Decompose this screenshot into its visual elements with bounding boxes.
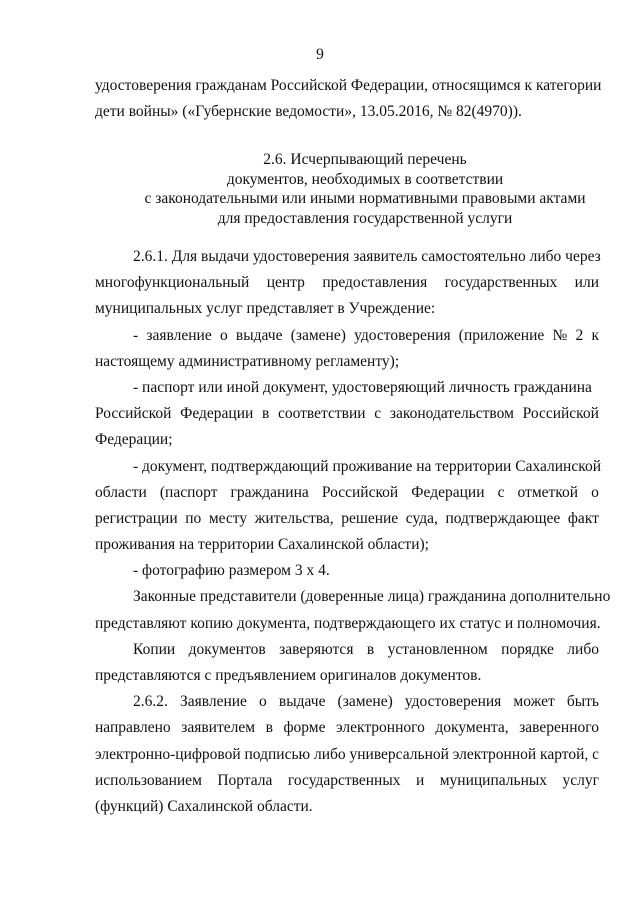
word: (замене) xyxy=(337,693,393,711)
word: с xyxy=(497,483,505,501)
para-2-6-2-line xyxy=(95,715,599,741)
word: универсальной xyxy=(349,745,449,763)
word: центр xyxy=(266,274,305,292)
word: государственных xyxy=(287,771,401,789)
word: удостоверения xyxy=(354,326,451,344)
word: № xyxy=(552,326,568,344)
list-item-residence-cont xyxy=(95,506,599,532)
word: Федерации xyxy=(411,483,485,501)
word: многофункциональный xyxy=(95,274,250,292)
word: жительства, xyxy=(254,509,334,527)
heading-line-4: для предоставления государственной услуги xyxy=(217,209,513,227)
section-heading xyxy=(130,150,600,228)
word: в xyxy=(265,719,273,737)
word: законодательством xyxy=(389,405,514,423)
word: 2 xyxy=(575,326,584,344)
word: может xyxy=(513,693,555,711)
word: гражданина xyxy=(230,483,309,501)
word: документов xyxy=(188,640,266,658)
word: Копии xyxy=(133,640,176,658)
word: документа, xyxy=(435,719,509,737)
list-item-photo: - фотографию размером 3 х 4. xyxy=(133,562,330,580)
word: заверяются xyxy=(279,640,354,658)
word: с xyxy=(374,405,382,423)
word: 2.6.2. xyxy=(133,693,168,711)
intro-paragraph xyxy=(95,73,602,125)
word: решение xyxy=(341,509,399,527)
word: факт xyxy=(567,509,599,527)
word: Портала xyxy=(217,771,273,789)
word: Заявление xyxy=(179,693,247,711)
list-item-residence-cont: проживания на территории Сахалинской области); xyxy=(95,536,429,554)
word: удостоверения xyxy=(404,693,502,711)
section-body xyxy=(95,244,611,820)
list-item-residence-cont xyxy=(95,480,599,506)
word: электронного xyxy=(336,719,425,737)
word: либо xyxy=(567,640,599,658)
word: (приложение xyxy=(458,326,545,344)
list-item-application-cont: настоящему административному регламенту); xyxy=(95,352,400,370)
word: в xyxy=(366,640,375,658)
word: к xyxy=(591,326,599,344)
para-representatives-cont: представляют копию документа, подтверждающего их статус и полномочия. xyxy=(95,614,601,632)
word: о xyxy=(219,326,228,344)
word: направлено xyxy=(95,719,171,737)
word: использованием xyxy=(95,771,202,789)
list-item-passport-cont xyxy=(95,401,599,427)
word: о xyxy=(591,483,599,501)
para-copies-cont: представляются с предъявлением оригиналов документов. xyxy=(95,667,482,684)
word: государственных xyxy=(444,274,558,292)
word: муниципальных xyxy=(439,771,548,789)
word: месту xyxy=(208,509,248,527)
word: суда, xyxy=(405,509,438,527)
word: Российской xyxy=(95,405,172,423)
word: Российской xyxy=(522,405,599,423)
word: картой, xyxy=(540,745,589,763)
heading-line-3: с законодательными или иными нормативными правовыми актами xyxy=(144,190,586,207)
word: выдаче xyxy=(235,326,283,344)
para-representatives: Законные представители (доверенные лица) гражданина дополнительно xyxy=(133,588,611,606)
word: услуг xyxy=(562,771,599,789)
para-2-6-1-line xyxy=(95,270,599,296)
word: установленном xyxy=(387,640,488,658)
word: электронной xyxy=(452,745,537,763)
word: быть xyxy=(566,693,599,711)
word: отметкой xyxy=(517,483,579,501)
word: области xyxy=(95,483,147,501)
para-2-6-2-line xyxy=(95,742,599,768)
list-item-passport-cont: Федерации; xyxy=(95,431,173,449)
word: (паспорт xyxy=(159,483,218,501)
list-item-application xyxy=(95,323,599,349)
para-2-6-1-line: муниципальных услуг представляет в Учреждение: xyxy=(95,300,436,318)
word: заявителем xyxy=(181,719,256,737)
word: по xyxy=(185,509,202,527)
word: форме xyxy=(283,719,326,737)
para-copies xyxy=(95,637,599,663)
word: подписью xyxy=(244,745,311,763)
heading-line-2: документов, необходимых в соответствии xyxy=(226,170,504,188)
page-number: 9 xyxy=(316,46,324,63)
word: выдаче xyxy=(278,693,326,711)
word: Российской xyxy=(321,483,399,501)
heading-line-1: 2.6. Исчерпывающий перечень xyxy=(263,151,467,168)
word: с xyxy=(592,745,599,763)
word: заверенного xyxy=(519,719,599,737)
word: о xyxy=(259,693,267,711)
word: - xyxy=(133,326,139,344)
para-2-6-1-line: 2.6.1. Для выдачи удостоверения заявитель самостоятельно либо через xyxy=(133,248,601,265)
word: предоставления xyxy=(322,274,428,292)
intro-line-1: удостоверения гражданам Российской Федерации, относящимся к категории xyxy=(95,77,602,94)
word: соответствии xyxy=(277,405,366,423)
word: электронно-цифровой xyxy=(95,745,241,763)
intro-line-2: дети войны» («Губернские ведомости», 13.05.2016, № 82(4970)). xyxy=(95,103,522,121)
word: (замене) xyxy=(290,326,346,344)
list-item-passport: - паспорт или иной документ, удостоверяющий личность гражданина xyxy=(133,378,592,396)
word: порядке xyxy=(501,640,554,658)
word: Федерации xyxy=(180,405,254,423)
word: регистрации xyxy=(95,509,178,527)
word: или xyxy=(574,274,599,292)
para-2-6-2-line xyxy=(95,768,599,794)
para-2-6-2-line xyxy=(95,689,599,715)
word: и xyxy=(415,771,425,789)
word: подтверждающее xyxy=(445,509,561,527)
word: либо xyxy=(313,745,346,763)
word: заявление xyxy=(146,326,212,344)
para-2-6-2-line: (функций) Сахалинской области. xyxy=(95,797,313,815)
word: в xyxy=(261,405,270,423)
list-item-residence: - документ, подтверждающий проживание на территории Сахалинской xyxy=(133,457,601,475)
